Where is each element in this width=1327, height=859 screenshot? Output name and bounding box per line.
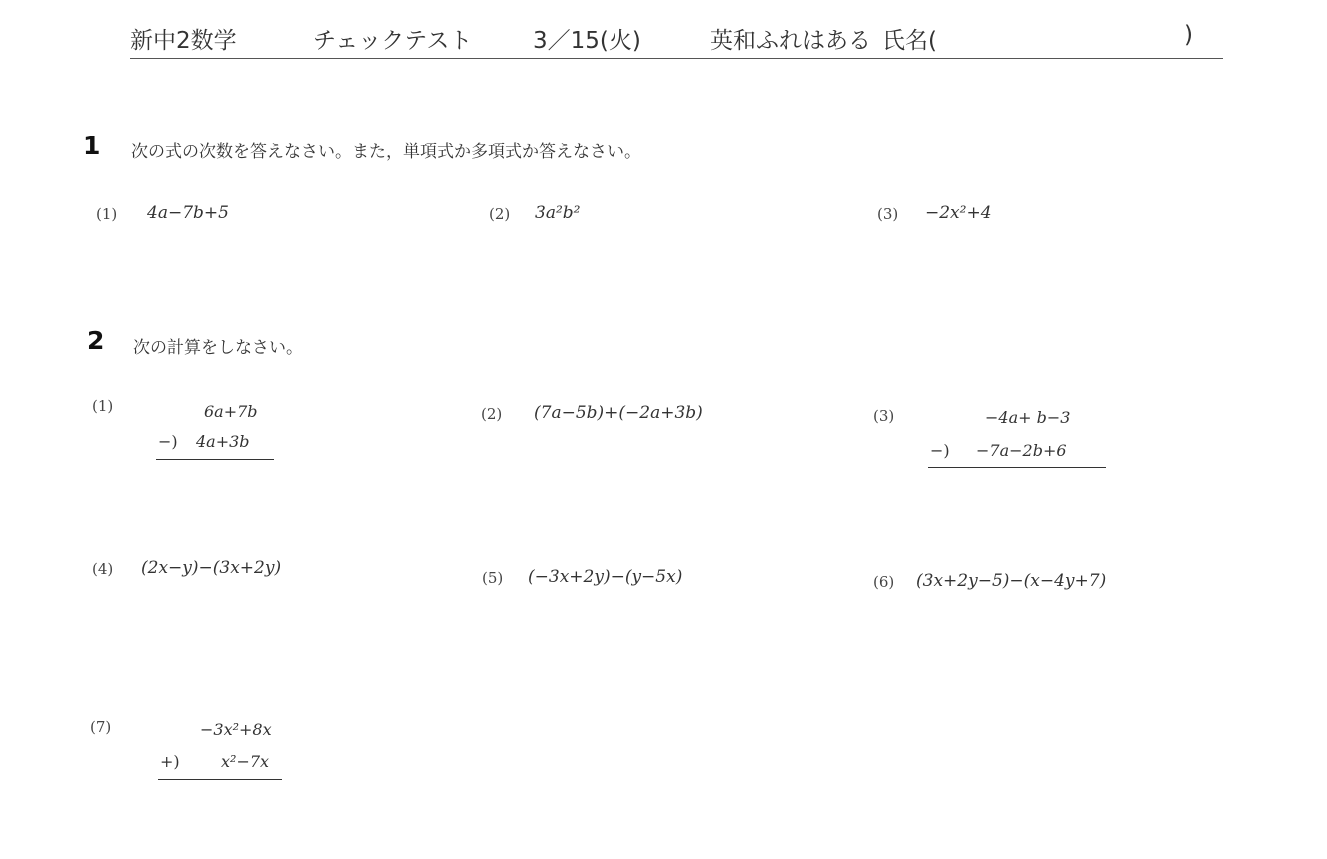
s2-problem-3-line2: −7a−2b+6 bbox=[976, 441, 1067, 460]
s2-problem-7-line1: −3x²+8x bbox=[200, 720, 272, 739]
s2-problem-5-label: (5) bbox=[482, 569, 504, 587]
s2-problem-6-label: (6) bbox=[873, 573, 895, 591]
s2-problem-5-expression: (−3x+2y)−(y−5x) bbox=[528, 567, 683, 587]
section-1-instruction: 次の式の次数を答えなさい。また，単項式か多項式か答えなさい。 bbox=[131, 142, 641, 162]
s2-problem-3-rule bbox=[928, 467, 1106, 468]
s2-problem-7-operator: +) bbox=[160, 752, 180, 771]
s1-problem-2-expression: 3a²b² bbox=[535, 203, 581, 223]
test-title: チェックテスト bbox=[313, 28, 473, 54]
s1-problem-1-label: (1) bbox=[96, 205, 118, 223]
s2-problem-4-expression: (2x−y)−(3x+2y) bbox=[141, 558, 282, 578]
s2-problem-6-expression: (3x+2y−5)−(x−4y+7) bbox=[916, 571, 1107, 591]
worksheet-header bbox=[130, 18, 1223, 59]
s2-problem-1-operator: −) bbox=[158, 432, 178, 451]
s1-problem-3-expression: −2x²+4 bbox=[925, 203, 992, 223]
s1-problem-1-expression: 4a−7b+5 bbox=[147, 203, 229, 223]
s2-problem-3-operator: −) bbox=[930, 441, 950, 460]
test-date: 3／15(火) bbox=[533, 28, 641, 54]
s2-problem-7-label: (7) bbox=[90, 718, 112, 736]
name-field-close: ) bbox=[1184, 22, 1193, 48]
s2-problem-2-expression: (7a−5b)+(−2a+3b) bbox=[534, 403, 703, 423]
s2-problem-3-line1: −4a+ b−3 bbox=[985, 408, 1071, 427]
s2-problem-1-rule bbox=[156, 459, 274, 460]
s2-problem-1-line1: 6a+7b bbox=[204, 402, 258, 421]
s1-problem-3-label: (3) bbox=[877, 205, 899, 223]
subject-title: 新中2数学 bbox=[130, 28, 237, 54]
s2-problem-1-line2: 4a+3b bbox=[196, 432, 250, 451]
school-name: 英和ふれはある bbox=[710, 28, 871, 54]
s2-problem-7-line2: x²−7x bbox=[221, 752, 270, 771]
s2-problem-2-label: (2) bbox=[481, 405, 503, 423]
s2-problem-1-label: (1) bbox=[92, 397, 114, 415]
section-2-instruction: 次の計算をしなさい。 bbox=[133, 338, 303, 358]
section-2-number: 2 bbox=[87, 326, 105, 355]
s1-problem-2-label: (2) bbox=[489, 205, 511, 223]
s2-problem-4-label: (4) bbox=[92, 560, 114, 578]
s2-problem-3-label: (3) bbox=[873, 407, 895, 425]
s2-problem-7-rule bbox=[158, 779, 282, 780]
section-1-number: 1 bbox=[83, 131, 101, 160]
name-label: 氏名( bbox=[882, 28, 937, 54]
